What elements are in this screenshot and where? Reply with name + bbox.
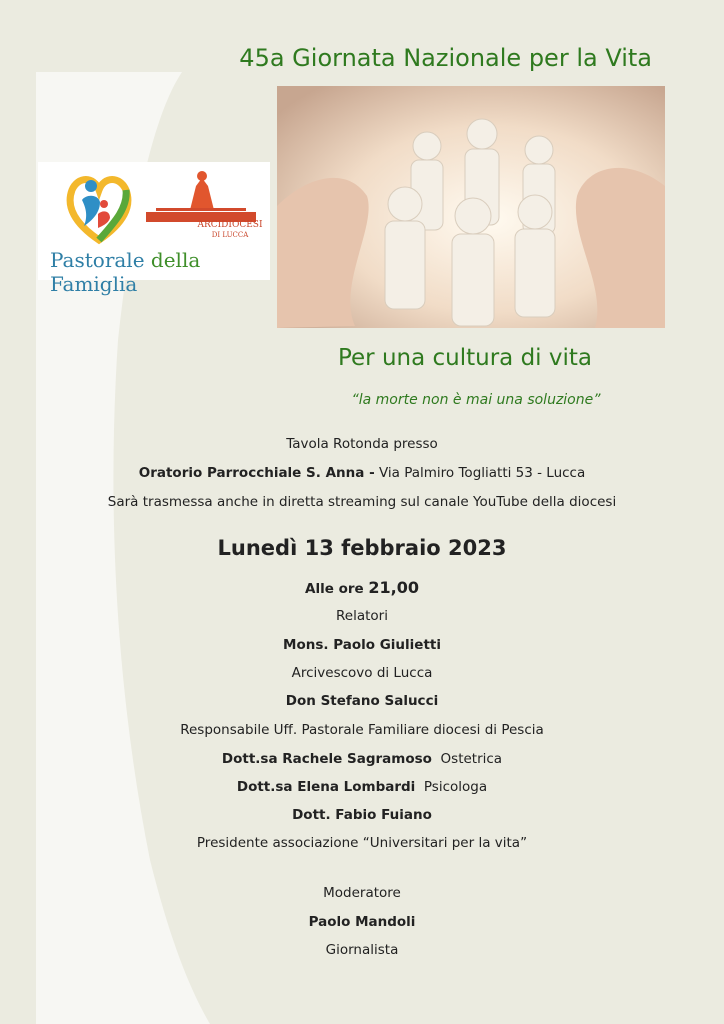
logo-panel <box>38 162 270 296</box>
speakers-heading: Relatori <box>336 608 388 624</box>
paper-people-hands-image <box>277 86 665 328</box>
arcidiocesi-logo-text <box>186 220 274 240</box>
arcidiocesi-line1: ARCIDIOCESI <box>197 220 263 230</box>
family-heart-logo <box>64 168 134 248</box>
speaker-name: Mons. Paolo Giulietti <box>283 637 441 653</box>
venue-place: Oratorio Parrocchiale S. Anna - <box>138 465 375 481</box>
speaker-line <box>0 779 724 795</box>
venue-address: Via Palmiro Togliatti 53 - Lucca <box>374 465 586 481</box>
speaker-name: Dott.sa Elena Lombardi <box>236 779 416 795</box>
moderator-heading: Moderatore <box>323 885 401 901</box>
speaker-line <box>0 751 724 767</box>
della-word: della <box>150 248 201 272</box>
theme-quote: “la morte non è mai una soluzione” <box>351 392 601 408</box>
pastorale-word: Pastorale <box>50 248 145 272</box>
speaker-role: Arcivescovo di Lucca <box>291 665 433 681</box>
speaker-name: Dott.sa Rachele Sagramoso <box>221 751 432 767</box>
pastorale-logo-text <box>50 248 270 296</box>
event-time-prefix: Alle ore <box>305 581 369 597</box>
hero-photo <box>277 86 665 328</box>
event-time <box>0 578 724 597</box>
event-date: Lunedì 13 febbraio 2023 <box>217 536 507 560</box>
speaker-role: Presidente associazione “Universitari per la vita” <box>196 835 528 851</box>
page-title: 45a Giornata Nazionale per la Vita <box>239 44 652 72</box>
speaker-role: Psicologa <box>415 779 488 795</box>
event-time-value: 21,00 <box>368 578 419 597</box>
speaker-name: Dott. Fabio Fuiano <box>292 807 432 823</box>
speaker-name: Don Stefano Salucci <box>285 693 439 709</box>
famiglia-word: Famiglia <box>50 272 138 296</box>
arcidiocesi-emblem-icon <box>146 168 256 224</box>
theme-subtitle: Per una cultura di vita <box>337 345 592 371</box>
streaming-note: Sarà trasmessa anche in diretta streaming sul canale YouTube della diocesi <box>107 494 617 510</box>
speaker-role: Responsabile Uff. Pastorale Familiare diocesi di Pescia <box>180 722 544 738</box>
venue-intro: Tavola Rotonda presso <box>286 436 438 452</box>
moderator-role: Giornalista <box>325 942 399 958</box>
moderator-name: Paolo Mandoli <box>308 914 416 930</box>
arcidiocesi-line2: DI LUCCA <box>211 231 249 239</box>
venue-line <box>0 465 724 481</box>
speaker-role: Ostetrica <box>431 751 503 767</box>
